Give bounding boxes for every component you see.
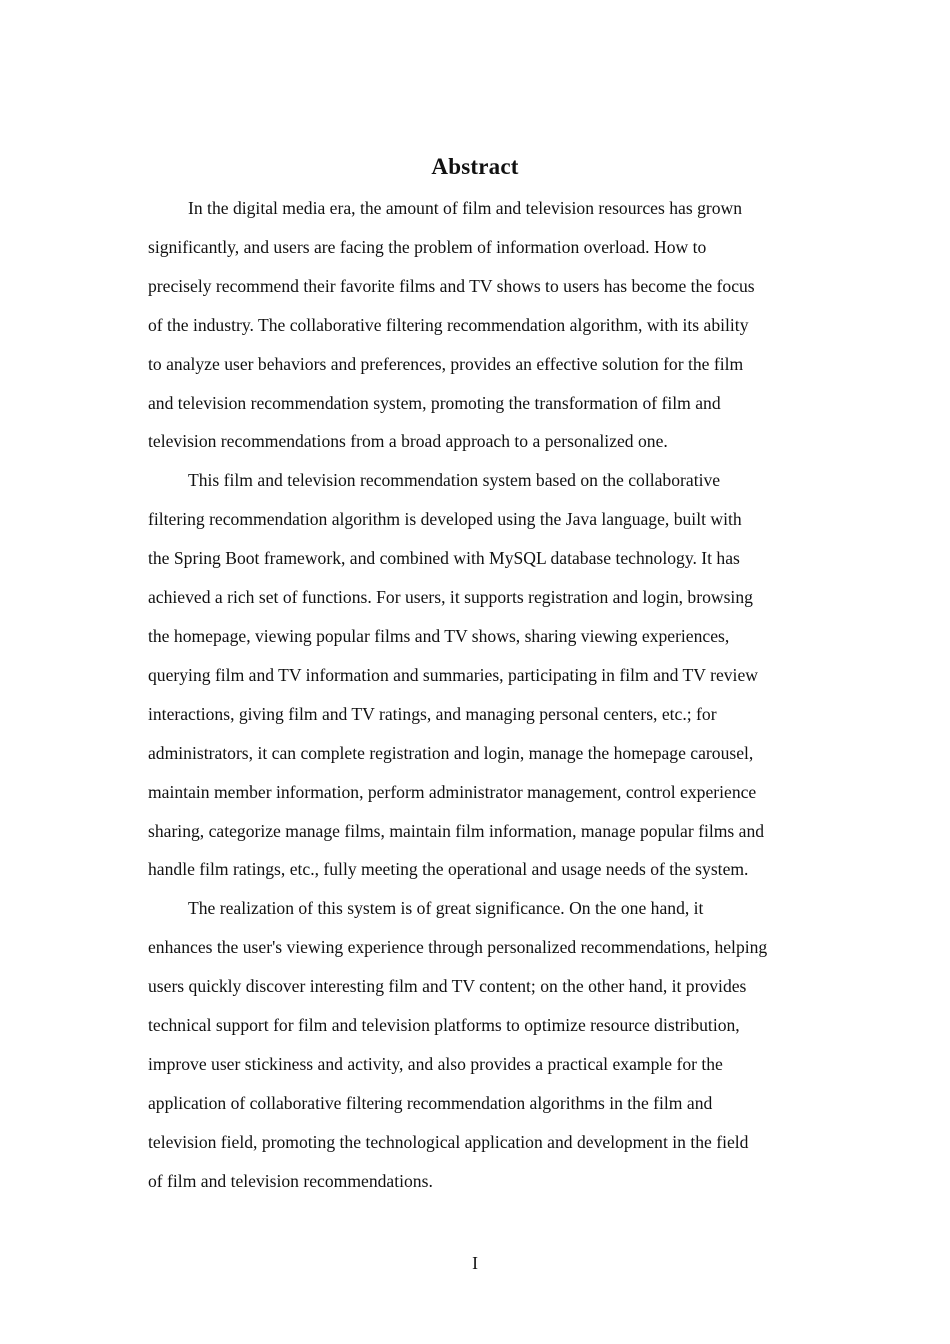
paragraph-1	[148, 189, 838, 461]
text-line: The realization of this system is of great significance. On the one hand, it	[188, 898, 704, 919]
text-line: maintain member information, perform administrator management, control experience	[148, 781, 757, 802]
paragraph-2	[148, 461, 838, 889]
text-line: the homepage, viewing popular films and TV shows, sharing viewing experiences,	[148, 625, 730, 646]
text-line: application of collaborative filtering recommendation algorithms in the film and	[148, 1092, 713, 1113]
text-line: querying film and TV information and summaries, participating in film and TV review	[148, 664, 758, 685]
text-line: In the digital media era, the amount of film and television resources has grown	[188, 198, 743, 218]
text-line: of the industry. The collaborative filtering recommendation algorithm, with its ability	[148, 314, 749, 335]
text-line: television field, promoting the technological application and development in the field	[148, 1131, 749, 1152]
text-line: and television recommendation system, promoting the transformation of film and	[148, 392, 721, 413]
text-line: precisely recommend their favorite films and TV shows to users has become the focus	[148, 275, 755, 296]
text-line: interactions, giving film and TV ratings, and managing personal centers, etc.; for	[148, 703, 717, 724]
text-line: users quickly discover interesting film and TV content; on the other hand, it provides	[148, 976, 747, 997]
text-line: technical support for film and television platforms to optimize resource distribution,	[148, 1015, 740, 1036]
text-line: This film and television recommendation system based on the collaborative	[188, 470, 721, 491]
text-line: administrators, it can complete registration and login, manage the homepage carousel,	[148, 742, 754, 763]
text-line: enhances the user's viewing experience through personalized recommendations, helping	[148, 937, 768, 958]
page-title: Abstract	[431, 154, 519, 180]
text-line: to analyze user behaviors and preferences, provides an effective solution for the film	[148, 353, 744, 374]
text-line: the Spring Boot framework, and combined with MySQL database technology. It has	[148, 548, 740, 569]
text-line: handle film ratings, etc., fully meeting the operational and usage needs of the system.	[148, 859, 749, 880]
abstract-body	[148, 189, 838, 1201]
text-line: significantly, and users are facing the problem of information overload. How to	[148, 236, 707, 257]
paragraph-3	[148, 889, 838, 1200]
text-line: of film and television recommendations.	[148, 1170, 433, 1191]
page-number: I	[472, 1253, 478, 1273]
text-line: achieved a rich set of functions. For users, it supports registration and login, browsing	[148, 587, 753, 608]
text-line: improve user stickiness and activity, and also provides a practical example for the	[148, 1053, 723, 1074]
text-line: sharing, categorize manage films, maintain film information, manage popular films and	[148, 820, 765, 841]
text-line: television recommendations from a broad approach to a personalized one.	[148, 431, 668, 452]
text-line: filtering recommendation algorithm is developed using the Java language, built with	[148, 509, 742, 530]
